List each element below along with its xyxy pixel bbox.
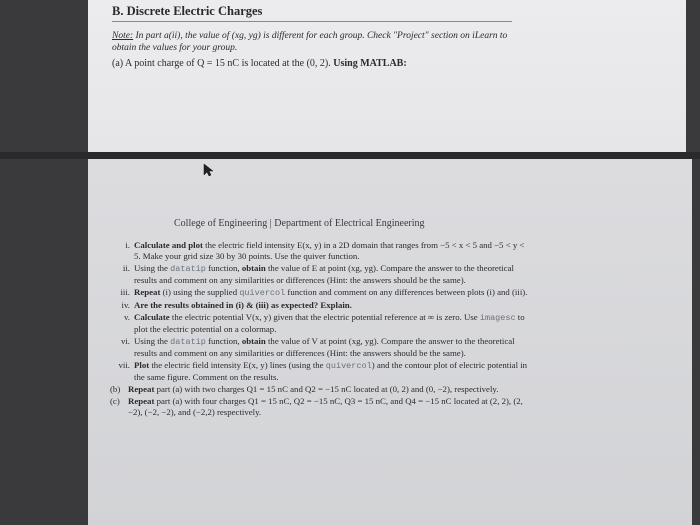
item-text: function and comment on any differences between plots (i) and (iii). <box>285 287 528 297</box>
list-item <box>108 360 528 383</box>
item-text: Using the <box>134 336 171 346</box>
item-bold: obtain <box>241 336 266 346</box>
item-number: iii. <box>120 287 130 297</box>
item-text: function, <box>205 336 242 346</box>
top-content <box>112 4 522 69</box>
item-bold: Plot <box>134 360 150 370</box>
sub-label: (c) <box>110 396 120 406</box>
item-text: function, <box>205 263 242 273</box>
item-text: the electric field intensity E(x, y) lines (using the <box>149 360 326 370</box>
item-text: the electric potential V(x, y) given that the electric potential reference at ∞ is zero. Use <box>169 312 480 322</box>
item-bold: Calculate <box>134 312 170 322</box>
note <box>112 30 522 54</box>
list-item <box>108 336 528 359</box>
item-code: quivercol <box>325 361 372 371</box>
sub-bold: Repeat <box>128 384 155 394</box>
item-text: to plot the electric potential on a colormap. <box>134 312 525 334</box>
item-text: the value of V at point (xg, yg). Compare the answer to the theoretical results and comment on any similarities or differences (Hint: the answers should be the same). <box>134 336 515 358</box>
sub-item-b <box>108 384 528 395</box>
item-text: ) and the contour plot of electric potential in the same figure. Comment on the results. <box>134 360 528 382</box>
page-header: College of Engineering | Department of Electrical Engineering <box>174 218 425 229</box>
item-bold: Calculate and plot <box>134 240 203 250</box>
part-a <box>112 58 522 69</box>
item-number: vi. <box>120 336 130 346</box>
item-text: the electric field intensity E(x, y) in a 2D domain that ranges from −5 < x < 5 and −5 < y < 5. Make your grid size 30 by 30 points. Use the quiver function. <box>134 240 525 261</box>
item-bold: Repeat <box>134 287 161 297</box>
item-text: (i) using the supplied <box>160 287 240 297</box>
section-title: B. Discrete Electric Charges <box>112 4 512 22</box>
item-bold: Are the results obtained in (i) & (iii) as expected? Explain. <box>134 300 352 310</box>
part-a-bold: Using MATLAB: <box>333 58 407 69</box>
list-item <box>108 240 528 262</box>
sub-text: part (a) with two charges Q1 = 15 nC and Q2 = −15 nC located at (0, 2) and (0, −2), respectively. <box>154 384 499 394</box>
item-text: the value of E at point (xg, yg). Compare the answer to the theoretical results and comment on any similarities or differences (Hint: the answers should be the same). <box>134 263 514 285</box>
sub-item-c <box>108 396 528 418</box>
item-code: datatip <box>170 337 206 347</box>
item-code: imagesc <box>479 313 516 323</box>
page-divider <box>0 152 700 159</box>
item-code: quivercol <box>239 288 286 298</box>
item-bold: obtain <box>241 263 266 273</box>
item-text: Using the <box>134 263 171 273</box>
item-number: vii. <box>118 360 130 370</box>
list-item <box>108 263 528 286</box>
mouse-pointer-icon <box>203 163 215 177</box>
item-number: v. <box>123 312 130 322</box>
item-number: i. <box>125 240 130 250</box>
item-number: ii. <box>122 263 130 273</box>
list-item <box>108 300 528 311</box>
list-item <box>108 312 528 335</box>
item-number: iv. <box>121 300 130 310</box>
question-list <box>108 240 528 418</box>
note-text: In part a(ii), the value of (xg, yg) is different for each group. Check "Project" section on iLearn to obtain the values for your group. <box>112 31 508 53</box>
item-code: datatip <box>170 264 206 274</box>
sub-bold: Repeat <box>128 396 155 406</box>
note-label: Note: <box>112 31 134 41</box>
sub-label: (b) <box>110 384 121 394</box>
list-item <box>108 287 528 299</box>
part-a-text: (a) A point charge of Q = 15 nC is located at the (0, 2). <box>112 58 331 69</box>
sub-text: part (a) with four charges Q1 = 15 nC, Q2 = −15 nC, Q3 = 15 nC, and Q4 = −15 nC located at (2, 2), (2, −2), (−2, −2), and (−2,2) respectively. <box>128 396 523 417</box>
